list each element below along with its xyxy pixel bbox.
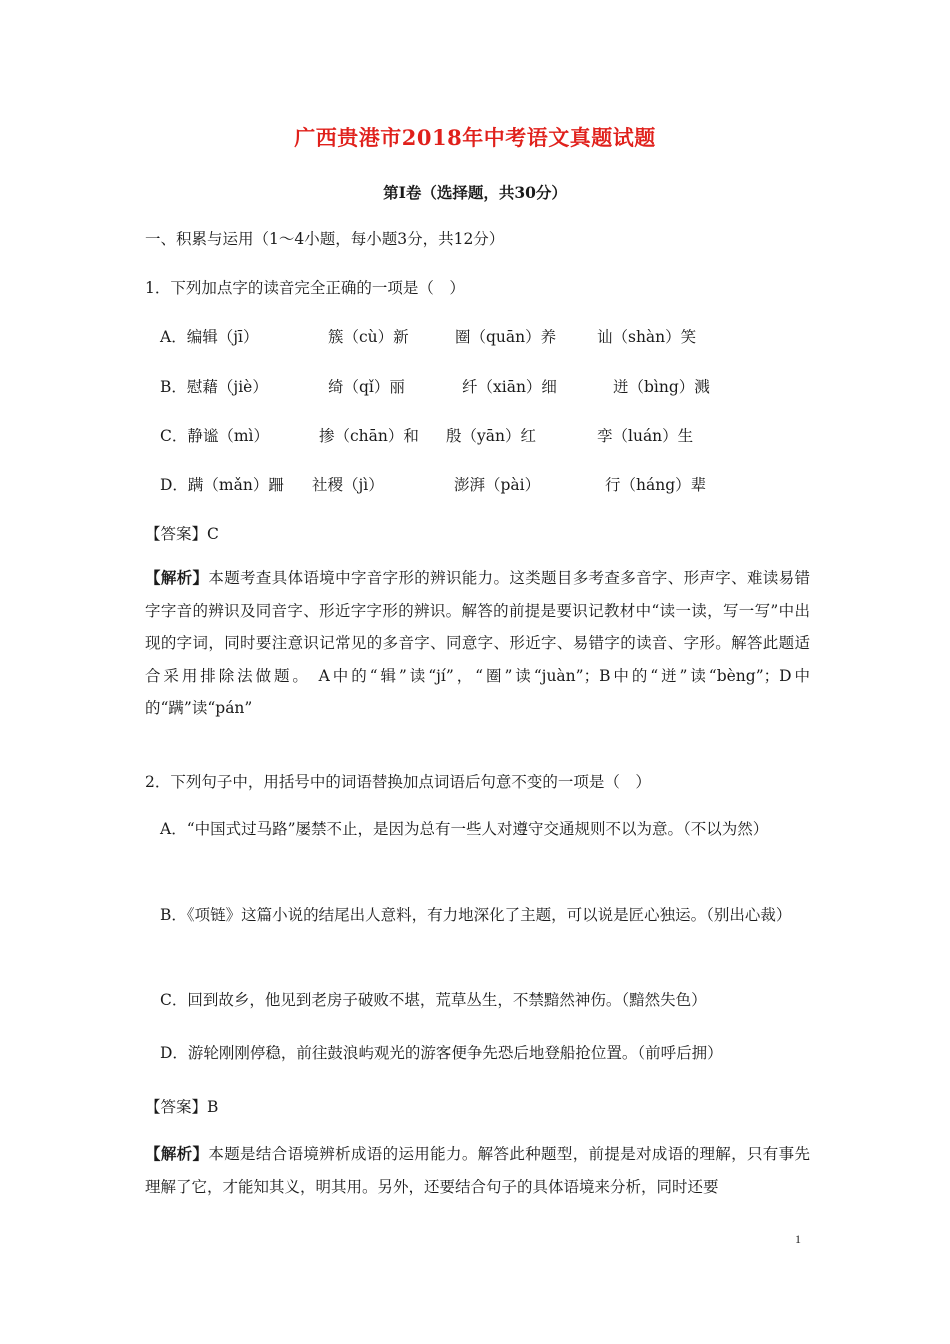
option-label: D．蹒（mǎn）跚 <box>160 476 284 494</box>
option-word: 绮（qǐ）丽 <box>328 378 405 396</box>
option-word: 纤（xiān）细 <box>462 378 557 396</box>
question-1-stem: 1．下列加点字的读音完全正确的一项是（ ） <box>145 279 465 297</box>
option-word: 迸（bìng）溅 <box>613 378 710 396</box>
question-1-answer: 【答案】C <box>145 525 219 543</box>
question-2-analysis <box>145 1138 810 1203</box>
analysis-text: 本题考查具体语境中字音字形的辨识能力。这类题目多考查多音字、形声字、难读易错字字音的辨识及同音字、形近字字形的辨识。解答的前提是要识记教材中“读一读，写一写”中出现的字词，同时要注意识记常见的多音字、同意字、形近字、易错字的读音、字形。解答此题适合采用排除法做题。 A中的“辑”读“jí”，“圈”读“juàn”；B中的“迸”读“bèng”；D中的“蹒”读“pán” <box>145 569 810 717</box>
analysis-label: 【解析】 <box>145 568 209 587</box>
option-label: B．慰藉（jiè） <box>160 378 268 396</box>
option-word: 掺（chān）和 <box>319 427 419 445</box>
option-word: 社稷（jì） <box>312 476 384 494</box>
question-1-analysis <box>145 562 810 725</box>
question-2-option-d: D．游轮刚刚停稳，前往鼓浪屿观光的游客便争先恐后地登船抢位置。（前呼后拥） <box>160 1044 723 1062</box>
section-heading: 一、积累与运用（1～4小题，每小题3分，共12分） <box>145 230 505 248</box>
option-label: A．编辑（jī） <box>160 328 259 346</box>
question-2-answer: 【答案】B <box>145 1098 219 1116</box>
option-word: 殷（yān）红 <box>446 427 536 445</box>
question-2-option-a: A．“中国式过马路”屡禁不止，是因为总有一些人对遵守交通规则不以为意。（不以为然） <box>160 820 769 838</box>
analysis-text: 本题是结合语境辨析成语的运用能力。解答此种题型，前提是对成语的理解，只有事先理解了它，才能知其义，明其用。另外，还要结合句子的具体语境来分析，同时还要 <box>145 1145 810 1196</box>
option-word: 行（háng）辈 <box>605 476 707 494</box>
option-word: 讪（shàn）笑 <box>597 328 697 346</box>
question-2-option-c: C．回到故乡，他见到老房子破败不堪，荒草丛生，不禁黯然神伤。（黯然失色） <box>160 991 707 1009</box>
question-2-stem: 2．下列句子中，用括号中的词语替换加点词语后句意不变的一项是（ ） <box>145 773 651 791</box>
section-subtitle: 第Ⅰ卷（选择题，共30分） <box>383 183 567 202</box>
question-2-option-b: B．《项链》这篇小说的结尾出人意料，有力地深化了主题，可以说是匠心独运。（别出心裁） <box>160 906 792 924</box>
page-number: 1 <box>795 1232 801 1246</box>
option-label: C．静谧（mì） <box>160 427 270 445</box>
option-word: 孪（luán）生 <box>597 427 694 445</box>
page-title: 广西贵港市2018年中考语文真题试题 <box>294 125 656 150</box>
option-word: 澎湃（pài） <box>454 476 541 494</box>
analysis-label: 【解析】 <box>145 1144 209 1163</box>
option-word: 圈（quān）养 <box>455 328 557 346</box>
option-word: 簇（cù）新 <box>328 328 409 346</box>
